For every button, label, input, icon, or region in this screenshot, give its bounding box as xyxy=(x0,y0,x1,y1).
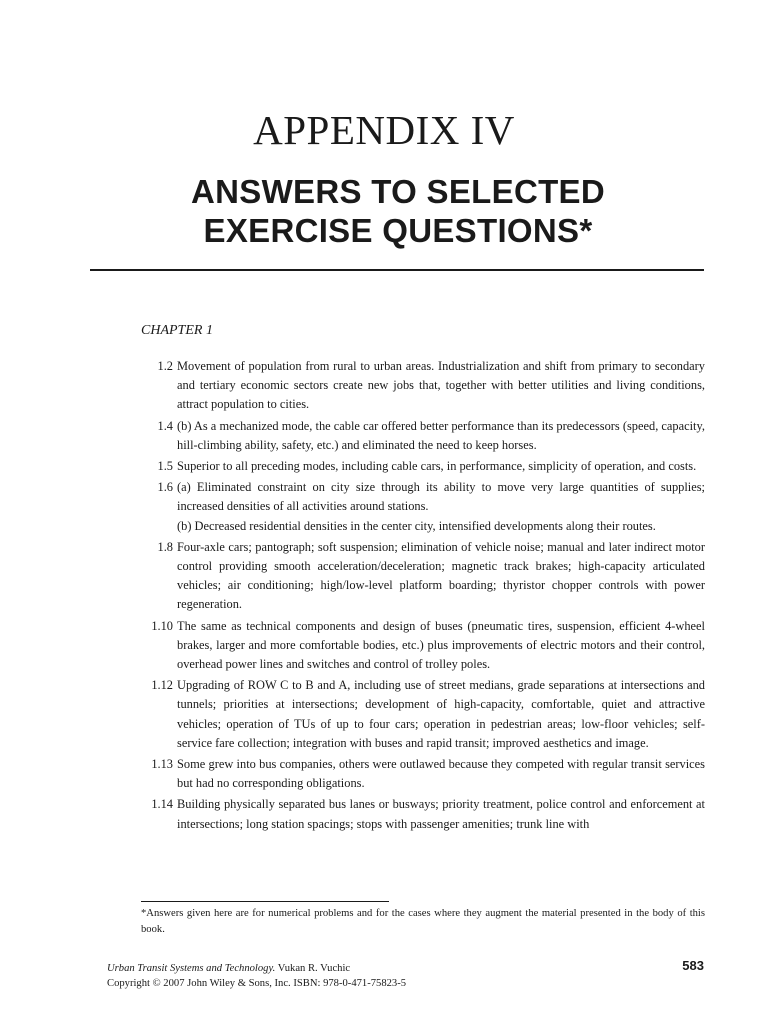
answer-paragraph: Building physically separated bus lanes or busways; priority treatment, police control and enforcement at intersections; long station spacings; stops with passenger amenities; trunk line with xyxy=(177,797,705,831)
appendix-label: APPENDIX IV xyxy=(253,107,515,153)
book-author: Vukan R. Vuchic xyxy=(275,963,351,974)
title-rule xyxy=(90,269,704,271)
answer-item xyxy=(141,478,705,536)
answer-number: 1.8 xyxy=(157,539,173,554)
answer-item xyxy=(141,457,705,476)
answer-paragraph: Four-axle cars; pantograph; soft suspension; elimination of vehicle noise; manual and later indirect motor control providing smooth acceleration/deceleration; magnetic track brakes; high-capacity articulated vehicles; air conditioning; high/low-level platform boarding; thyristor chopper controls with power regeneration. xyxy=(177,539,705,612)
answer-number: 1.5 xyxy=(157,459,173,474)
answer-paragraph: (b) As a mechanized mode, the cable car offered better performance than its predecessors (speed, capacity, hill-climbing ability, safety, etc.) and eliminated the need to keep horses. xyxy=(177,418,705,452)
answer-text xyxy=(177,417,705,455)
answer-text xyxy=(177,457,705,476)
answer-paragraph: Some grew into bus companies, others were outlawed because they competed with regular transit services but had no corresponding obligations. xyxy=(177,757,705,791)
answer-item xyxy=(141,417,705,455)
answer-text xyxy=(177,755,705,793)
answer-list xyxy=(141,357,705,836)
chapter-heading: CHAPTER 1 xyxy=(141,323,213,338)
answer-number: 1.12 xyxy=(151,678,173,693)
copyright-credit xyxy=(107,961,406,991)
page-title-line-2: EXERCISE QUESTIONS* xyxy=(203,212,593,249)
page-title-line-1: ANSWERS TO SELECTED xyxy=(191,173,605,210)
answer-paragraph: Upgrading of ROW C to B and A, including use of street medians, grade separations at intersections and tunnels; priorities at intersections; development of high-capacity, comfortable, quiet and attractive vehicles; operation of TUs of up to four cars; operation in pedestrian areas; low-floor vehicles; self-service fare collection; integration with buses and rapid transit; improved aesthetics and image. xyxy=(177,678,705,750)
answer-text xyxy=(177,478,705,536)
answer-item xyxy=(141,676,705,753)
answer-number: 1.10 xyxy=(151,618,173,633)
answer-paragraph: Superior to all preceding modes, including cable cars, in performance, simplicity of operation, and costs. xyxy=(177,459,697,474)
page-title xyxy=(0,172,768,250)
answer-paragraph: Movement of population from rural to urban areas. Industrialization and shift from primary to secondary and tertiary economic sectors create new jobs that, together with better utilities and living conditions, attract population to cities. xyxy=(177,359,705,412)
footnote-rule xyxy=(141,901,389,902)
answer-text xyxy=(177,795,705,833)
answer-number: 1.6 xyxy=(157,480,173,495)
answer-item xyxy=(141,617,705,675)
answer-item xyxy=(141,795,705,833)
credit-line-1 xyxy=(107,961,406,976)
copyright-line: Copyright © 2007 John Wiley & Sons, Inc. ISBN: 978-0-471-75823-5 xyxy=(107,978,407,989)
answer-item xyxy=(141,357,705,415)
answer-item xyxy=(141,538,705,615)
footnote: *Answers given here are for numerical problems and for the cases where they augment the material presented in the body of this book. xyxy=(141,908,705,935)
answer-item xyxy=(141,755,705,793)
answer-text xyxy=(177,617,705,675)
answer-number: 1.14 xyxy=(151,797,173,812)
answer-number: 1.13 xyxy=(151,757,173,772)
answer-paragraph: The same as technical components and design of buses (pneumatic tires, suspension, efficient 4-wheel brakes, larger and more comfortable bodies, etc.) plus improvements of electric motors and their control, overhead power lines and switches and control of trolley poles. xyxy=(177,618,705,672)
answer-number: 1.4 xyxy=(157,418,173,433)
page-number: 583 xyxy=(682,958,704,973)
answer-text xyxy=(177,676,705,753)
answer-text xyxy=(177,357,705,415)
book-title: Urban Transit Systems and Technology. xyxy=(107,963,276,974)
answer-paragraph: (a) Eliminated constraint on city size through its ability to move very large quantities of supplies; increased densities of all activities around stations. xyxy=(177,480,705,514)
answer-number: 1.2 xyxy=(157,359,173,373)
answer-text xyxy=(177,538,705,615)
answer-paragraph: (b) Decreased residential densities in the center city, intensified developments along their routes. xyxy=(177,518,656,533)
